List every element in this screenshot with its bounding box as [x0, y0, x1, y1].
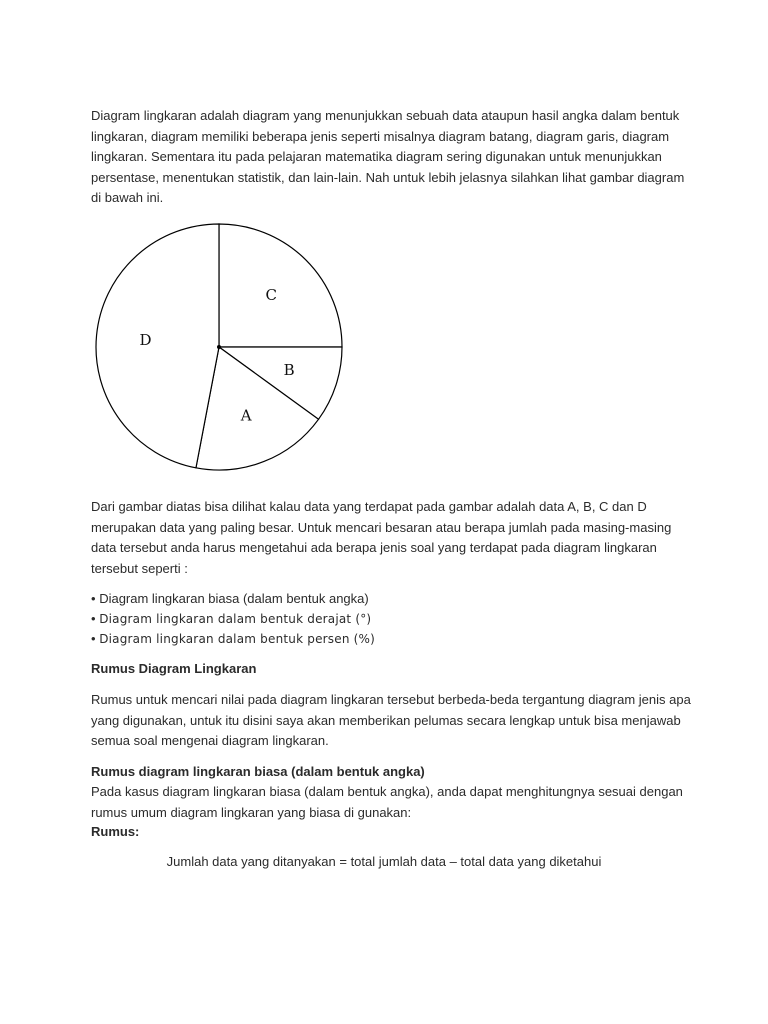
explanation-paragraph: Dari gambar diatas bisa dilihat kalau data yang terdapat pada gambar adalah data A, B, C dan D merupakan data yang paling besar. Untuk mencari besaran atau berapa jumlah pada masing-masing data tersebut anda harus mengetahui ada berapa jenis soal yang terdapat pada diagram lingkaran tersebut seperti : — [91, 499, 672, 576]
heading-rumus-biasa: Rumus diagram lingkaran biasa (dalam bentuk angka) — [91, 764, 425, 779]
list-item-text: Diagram lingkaran dalam bentuk persen (%) — [99, 632, 376, 646]
pie-label-d: D — [139, 331, 152, 350]
intro-paragraph: Diagram lingkaran adalah diagram yang menunjukkan sebuah data ataupun hasil angka dalam bentuk lingkaran, diagram memiliki beberapa jenis seperti misalnya diagram batang, diagram garis, diagram lingkaran. Sementara itu pada pelajaran matematika diagram sering digunakan untuk menunjukkan persentase, menentukan statistik, dan lain-lain. Nah untuk lebih jelasnya silahkan lihat gambar diagram di bawah ini. — [91, 108, 685, 205]
formula-text: Jumlah data yang ditanyakan = total jumlah data – total data yang diketahui — [166, 854, 602, 869]
pie-center-dot — [217, 345, 221, 349]
rumus-label: Rumus: — [91, 824, 140, 839]
bullet-marker: • — [91, 611, 96, 626]
pie-slice-c — [219, 224, 342, 347]
list-item — [91, 609, 691, 629]
formula-line — [0, 854, 768, 869]
heading-rumus-diagram: Rumus Diagram Lingkaran — [91, 661, 257, 676]
biasa-paragraph: Pada kasus diagram lingkaran biasa (dalam bentuk angka), anda dapat menghitungnya sesuai dengan rumus umum diagram lingkaran yang biasa di gunakan: — [91, 784, 683, 820]
pie-label-b: B — [283, 360, 295, 379]
bullet-marker: • — [91, 631, 96, 646]
list-item — [91, 589, 691, 609]
pie-label-c: C — [265, 285, 277, 304]
pie-slice-d — [96, 224, 219, 468]
bullet-marker: • — [91, 591, 96, 606]
pie-label-a: A — [240, 406, 252, 425]
list-item — [91, 629, 691, 649]
rumus-paragraph: Rumus untuk mencari nilai pada diagram lingkaran tersebut berbeda-beda tergantung diagram jenis apa yang digunakan, untuk itu disini saya akan memberikan pelumas secara lengkap untuk bisa menjawab semua soal mengenai diagram lingkaran. — [91, 692, 691, 748]
diagram-type-list — [91, 589, 691, 649]
list-item-text: Diagram lingkaran biasa (dalam bentuk angka) — [99, 591, 369, 606]
list-item-text: Diagram lingkaran dalam bentuk derajat (°) — [99, 612, 372, 626]
pie-chart — [92, 220, 348, 472]
